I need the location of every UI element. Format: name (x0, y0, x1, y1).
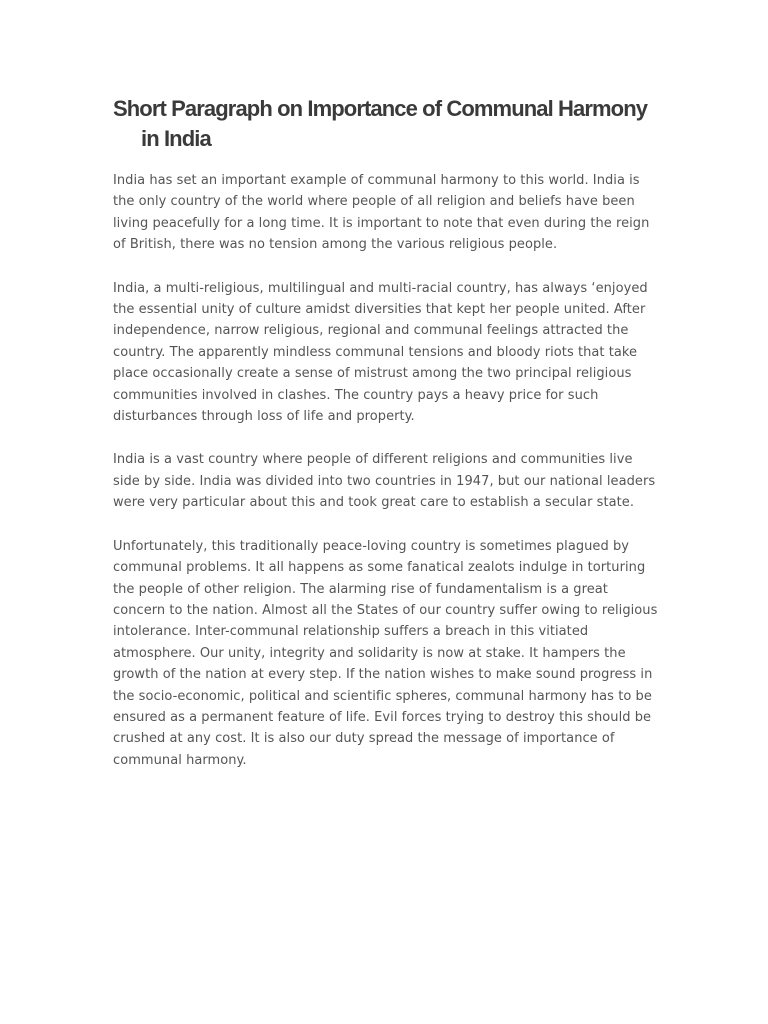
paragraph-4: Unfortunately, this traditionally peace-loving country is sometimes plagued by communal problems. It all happens as some fanatical zealots indulge in torturing the people of other religion. The alarming rise of fundamentalism is a great concern to the nation. Almost all the States of our country suffer owing to religious intolerance. Inter-communal relationship suffers a breach in this vitiated atmosphere. Our unity, integrity and solidarity is now at stake. It hampers the growth of the nation at every step. If the nation wishes to make sound progress in the socio-economic, political and scientific spheres, communal harmony has to be ensured as a permanent feature of life. Evil forces trying to destroy this should be crushed at any cost. It is also our duty spread the message of importance of communal harmony. (113, 538, 658, 768)
document-title: Short Paragraph on Importance of Communal Harmony in India (113, 96, 648, 151)
paragraph-2: India, a multi-religious, multilingual and multi-racial country, has always ‘enjoyed the essential unity of culture amidst diversities that kept her people united. After independence, narrow religious, regional and communal feelings attracted the country. The apparently mindless communal tensions and bloody riots that take place occasionally create a sense of mistrust among the two principal religious communities involved in clashes. The country pays a heavy price for such disturbances through loss of life and property. (113, 280, 648, 425)
paragraph-3: India is a vast country where people of different religions and communities live side by side. India was divided into two countries in 1947, but our national leaders were very particular about this and took great care to establish a secular state. (113, 452, 656, 511)
paragraph-1: India has set an important example of communal harmony to this world. India is the only country of the world where people of all religion and beliefs have been living peacefully for a long time. It is important to note that even during the reign of British, there was no tension among the various religious people. (113, 173, 650, 253)
document-page (113, 94, 658, 793)
document-body (113, 170, 658, 771)
